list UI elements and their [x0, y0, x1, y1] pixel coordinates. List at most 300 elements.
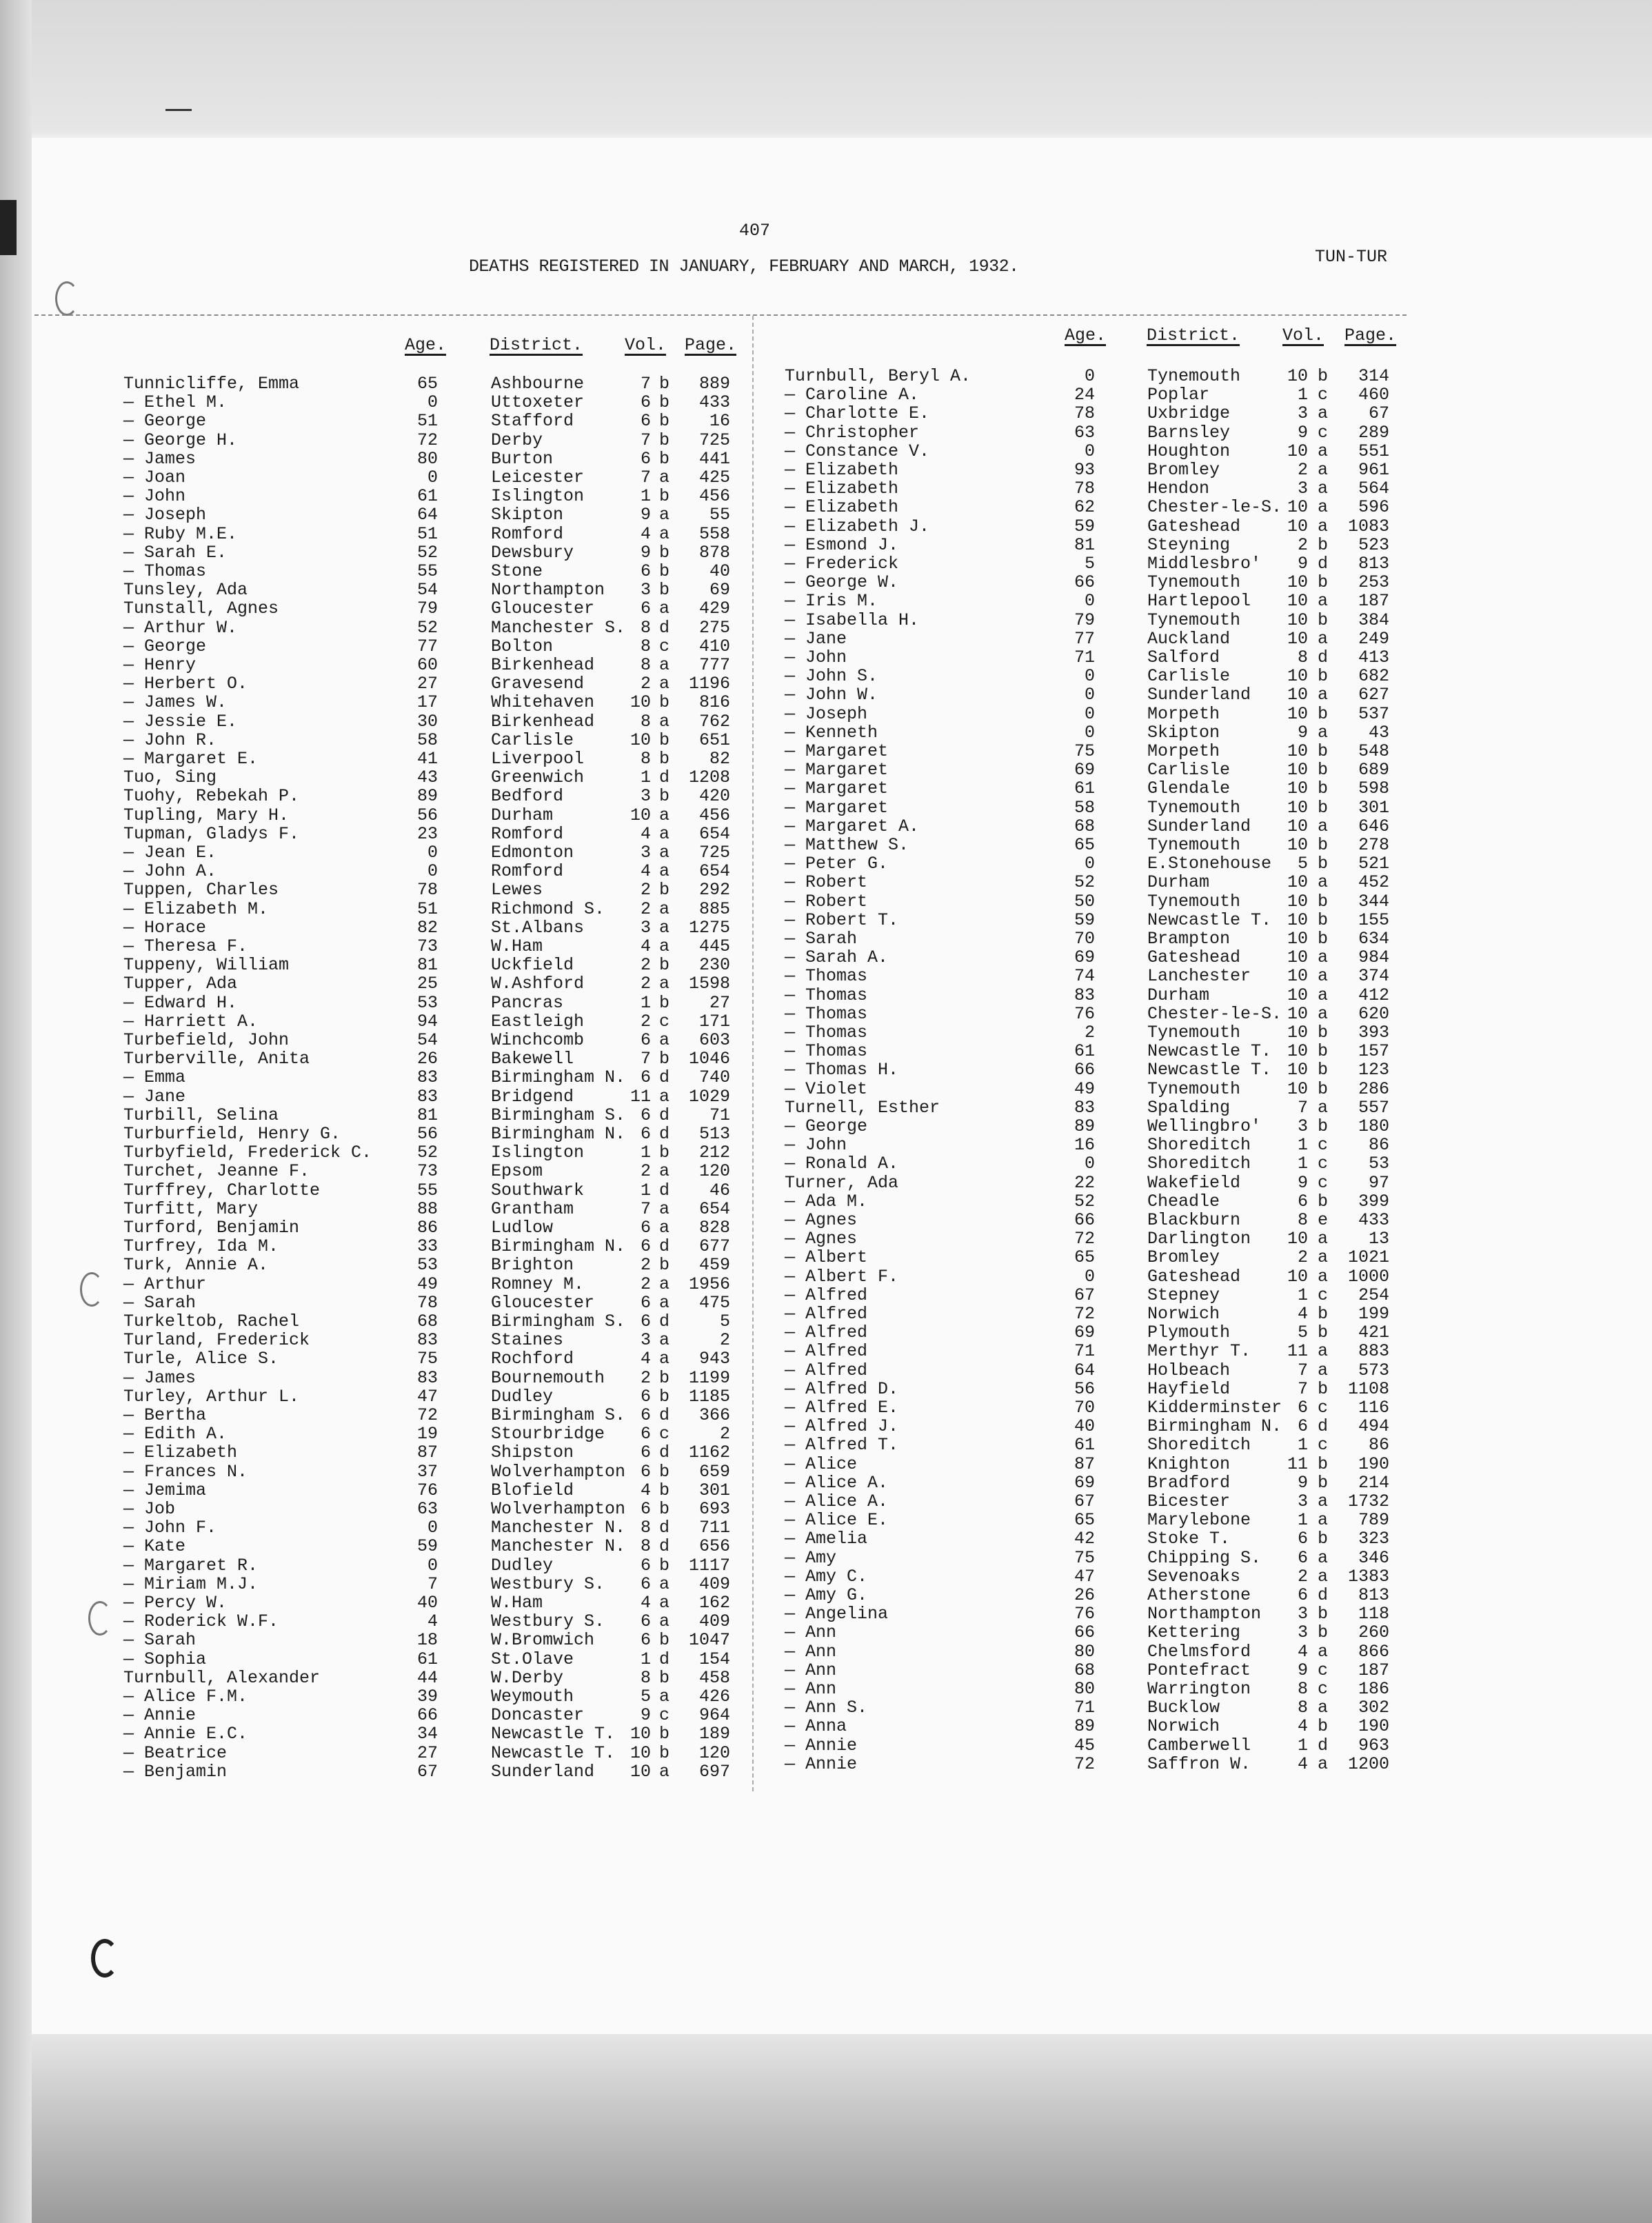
entry-age: 66 — [1074, 1060, 1095, 1080]
entry-name: — Jane — [785, 628, 847, 649]
entry-district: Sunderland — [1147, 685, 1251, 705]
entry-age: 5 — [1084, 554, 1095, 574]
entry-vol-part: b — [659, 1555, 670, 1576]
entry-vol-part: d — [1318, 1585, 1329, 1605]
entry-district: Bedford — [491, 786, 564, 807]
punch-hole-icon — [55, 281, 79, 316]
entry-page: 157 — [1358, 1041, 1389, 1062]
entry-name: — George — [123, 636, 207, 656]
entry-vol: 1 — [1297, 1735, 1308, 1756]
entry-district: Knighton — [1147, 1454, 1231, 1474]
entry-vol: 10 — [1287, 816, 1308, 836]
entry-vol: 1 — [640, 1180, 651, 1200]
entry-vol-part: a — [1318, 628, 1329, 649]
entry-name: — James — [123, 448, 197, 469]
entry-vol: 4 — [1297, 1304, 1308, 1324]
entry-page: 16 — [709, 411, 730, 432]
entry-page: 214 — [1358, 1472, 1389, 1493]
entry-age: 25 — [416, 974, 438, 994]
entry-vol: 2 — [640, 674, 651, 694]
entry-vol: 1 — [1297, 1285, 1308, 1305]
entry-age: 72 — [1074, 1304, 1095, 1324]
entry-vol-part: a — [659, 505, 670, 525]
entry-page: 374 — [1358, 966, 1389, 987]
entry-vol: 10 — [1287, 685, 1308, 705]
entry-page: 1208 — [688, 767, 730, 788]
entry-name: — George — [123, 411, 207, 432]
entry-vol: 11 — [629, 1086, 651, 1107]
entry-age: 34 — [416, 1724, 438, 1744]
entry-district: Uxbridge — [1147, 403, 1231, 424]
entry-page: 384 — [1358, 610, 1389, 630]
entry-vol-part: a — [659, 917, 670, 938]
entry-age: 0 — [1084, 703, 1095, 724]
entry-age: 24 — [1074, 385, 1095, 405]
entry-row — [0, 611, 1586, 630]
entry-page: 883 — [1358, 1341, 1389, 1362]
entry-vol-part: a — [659, 1274, 670, 1294]
entry-age: 47 — [1074, 1566, 1095, 1587]
entry-vol: 10 — [1287, 966, 1308, 987]
entry-vol-part: a — [1318, 1510, 1329, 1531]
entry-page: 564 — [1358, 479, 1389, 499]
entry-age: 75 — [1074, 741, 1095, 761]
entry-page: 523 — [1358, 534, 1389, 555]
entry-age: 50 — [1074, 891, 1095, 912]
entry-district: Barnsley — [1147, 422, 1231, 443]
entry-district: Shoreditch — [1147, 1154, 1251, 1174]
entry-vol-part: c — [1318, 385, 1329, 405]
entry-row — [0, 779, 1586, 798]
entry-row — [0, 1736, 1586, 1755]
entry-page: 789 — [1358, 1510, 1389, 1531]
entry-vol-part: b — [1318, 1041, 1329, 1062]
entry-age: 66 — [1074, 1210, 1095, 1230]
entry-district: Tynemouth — [1147, 572, 1241, 593]
entry-vol-part: a — [1318, 441, 1329, 461]
left-page-header: Page. — [685, 335, 737, 355]
entry-page: 603 — [698, 1030, 730, 1050]
entry-district: Tynemouth — [1147, 366, 1241, 386]
entry-page: 725 — [698, 430, 730, 450]
entry-page: 1185 — [688, 1386, 730, 1407]
entry-page: 711 — [698, 1518, 730, 1538]
entry-age: 81 — [416, 1105, 438, 1125]
entry-vol: 1 — [1297, 385, 1308, 405]
entry-name: — Matthew S. — [785, 835, 909, 855]
entry-age: 67 — [416, 1761, 438, 1782]
entry-vol-part: b — [1318, 703, 1329, 724]
entry-name: Turfrey, Ida M. — [123, 1236, 279, 1257]
entry-age: 55 — [416, 1180, 438, 1200]
entry-district: Weymouth — [491, 1687, 574, 1707]
entry-page: 1047 — [688, 1630, 730, 1651]
entry-district: Epsom — [491, 1161, 543, 1182]
entry-page: 961 — [1358, 460, 1389, 480]
entry-row — [0, 1154, 1586, 1173]
entry-page: 1956 — [688, 1274, 730, 1294]
entry-page: 289 — [1358, 422, 1389, 443]
entry-row — [0, 761, 1586, 779]
entry-district: Hartlepool — [1147, 591, 1251, 612]
entry-name: — Thomas — [785, 966, 868, 987]
entry-age: 83 — [1074, 985, 1095, 1005]
entry-page: 53 — [1368, 1154, 1389, 1174]
entry-age: 19 — [416, 1424, 438, 1445]
entry-age: 45 — [1074, 1735, 1095, 1756]
entry-vol-part: b — [1318, 1304, 1329, 1324]
entry-vol: 8 — [640, 1536, 651, 1557]
entry-page: 866 — [1358, 1641, 1389, 1662]
entry-district: Steyning — [1147, 534, 1231, 555]
entry-district: Dudley — [491, 1555, 554, 1576]
entry-row — [0, 423, 1586, 442]
entry-name: — Christopher — [785, 422, 920, 443]
entry-row — [0, 1098, 1586, 1117]
entry-age: 74 — [1074, 966, 1095, 987]
entry-vol-part: a — [659, 843, 670, 863]
entry-age: 69 — [1074, 1472, 1095, 1493]
entry-name: — Emma — [123, 1067, 186, 1088]
entry-vol: 10 — [1287, 778, 1308, 799]
entry-name: — Alice A. — [785, 1472, 889, 1493]
entry-vol-part: a — [659, 1593, 670, 1613]
entry-age: 77 — [416, 636, 438, 656]
entry-vol-part: c — [1318, 1285, 1329, 1305]
entry-age: 26 — [1074, 1585, 1095, 1605]
entry-age: 78 — [416, 880, 438, 901]
entry-vol: 2 — [640, 974, 651, 994]
entry-page: 116 — [1358, 1398, 1389, 1418]
entry-age: 58 — [1074, 797, 1095, 818]
entry-vol: 6 — [640, 561, 651, 581]
entry-page: 1383 — [1347, 1566, 1389, 1587]
entry-vol: 4 — [640, 823, 651, 844]
entry-district: W.Ham — [491, 936, 543, 956]
entry-page: 27 — [709, 992, 730, 1013]
entry-row — [0, 1455, 1586, 1473]
entry-vol: 7 — [640, 430, 651, 450]
entry-age: 78 — [1074, 479, 1095, 499]
entry-row — [0, 1005, 1586, 1023]
entry-age: 0 — [427, 467, 438, 487]
entry-page: 67 — [1368, 403, 1389, 424]
entry-page: 412 — [1358, 985, 1389, 1005]
entry-name: — Bertha — [123, 1405, 207, 1425]
entry-row — [0, 817, 1586, 836]
entry-district: Southwark — [491, 1180, 585, 1200]
entry-name: — Annie E.C. — [123, 1724, 248, 1744]
entry-vol-part: a — [1318, 1229, 1329, 1249]
entry-vol: 4 — [1297, 1641, 1308, 1662]
entry-age: 94 — [416, 1011, 438, 1032]
entry-page: 275 — [698, 617, 730, 638]
entry-name: Tuppen, Charles — [123, 880, 279, 901]
entry-row — [0, 1267, 1586, 1286]
entry-district: Brampton — [1147, 929, 1231, 949]
entry-district: Bromley — [1147, 460, 1220, 480]
entry-district: Carlisle — [1147, 666, 1231, 687]
entry-vol-part: b — [1318, 909, 1329, 930]
entry-vol: 3 — [1297, 1622, 1308, 1643]
entry-age: 7 — [427, 1573, 438, 1594]
entry-age: 0 — [1084, 722, 1095, 743]
entry-vol-part: a — [659, 1198, 670, 1219]
entry-name: — Margaret — [785, 797, 889, 818]
entry-row — [0, 1286, 1586, 1305]
entry-district: Grantham — [491, 1198, 574, 1219]
entry-age: 69 — [1074, 1322, 1095, 1343]
entry-name: — Thomas H. — [785, 1060, 899, 1080]
page-number: 407 — [739, 221, 771, 241]
entry-vol-part: b — [1318, 1604, 1329, 1625]
entry-district: Wolverhampton — [491, 1461, 626, 1482]
entry-name: Tuohy, Rebekah P. — [123, 786, 300, 807]
entry-vol-part: c — [659, 1011, 670, 1032]
entry-vol-part: b — [659, 749, 670, 769]
entry-page: 260 — [1358, 1622, 1389, 1643]
entry-vol: 3 — [1297, 403, 1308, 424]
entry-page: 1083 — [1347, 516, 1389, 536]
entry-district: Poplar — [1147, 385, 1210, 405]
entry-age: 75 — [1074, 1547, 1095, 1568]
entry-vol: 4 — [640, 523, 651, 544]
entry-vol-part: a — [1318, 1547, 1329, 1568]
entry-age: 0 — [1084, 591, 1095, 612]
entry-vol-part: b — [659, 1386, 670, 1407]
entry-age: 2 — [1084, 1023, 1095, 1043]
entry-vol: 9 — [1297, 554, 1308, 574]
entry-district: Merthyr T. — [1147, 1341, 1251, 1362]
entry-row — [0, 1023, 1586, 1042]
entry-vol: 10 — [1287, 1060, 1308, 1080]
entry-district: Chelmsford — [1147, 1641, 1251, 1662]
entry-age: 73 — [416, 936, 438, 956]
entry-page: 249 — [1358, 628, 1389, 649]
entry-age: 49 — [416, 1274, 438, 1294]
entry-district: Gloucester — [491, 1292, 595, 1313]
entry-row — [0, 854, 1586, 873]
entry-age: 66 — [416, 1705, 438, 1726]
entry-name: Tupman, Gladys F. — [123, 823, 300, 844]
entry-age: 72 — [416, 1405, 438, 1425]
entry-age: 71 — [1074, 1341, 1095, 1362]
entry-vol: 10 — [1287, 628, 1308, 649]
entry-page: 1000 — [1347, 1266, 1389, 1287]
entry-page: 1200 — [1347, 1753, 1389, 1774]
entry-age: 52 — [416, 542, 438, 563]
entry-page: 654 — [698, 823, 730, 844]
entry-row — [0, 685, 1586, 704]
entry-vol: 4 — [640, 1480, 651, 1500]
entry-row — [0, 1417, 1586, 1436]
entry-name: — George W. — [785, 572, 899, 593]
entry-district: Lewes — [491, 880, 543, 901]
entry-name: Turland, Frederick — [123, 1330, 310, 1351]
entry-age: 61 — [416, 1649, 438, 1669]
entry-vol: 6 — [640, 1218, 651, 1238]
entry-vol: 6 — [640, 1573, 651, 1594]
entry-district: Ludlow — [491, 1218, 554, 1238]
entry-district: St.Albans — [491, 917, 585, 938]
entry-page: 551 — [1358, 441, 1389, 461]
entry-page: 2 — [719, 1330, 730, 1351]
entry-vol: 10 — [1287, 909, 1308, 930]
entry-name: — Alfred — [785, 1322, 868, 1343]
entry-vol: 2 — [1297, 460, 1308, 480]
entry-district: Stafford — [491, 411, 574, 432]
entry-vol-part: a — [659, 974, 670, 994]
entry-district: Sevenoaks — [1147, 1566, 1241, 1587]
entry-vol-part: b — [659, 955, 670, 976]
entry-page: 302 — [1358, 1698, 1389, 1718]
entry-district: Saffron W. — [1147, 1753, 1251, 1774]
entry-page: 693 — [698, 1499, 730, 1519]
entry-row — [0, 1623, 1586, 1642]
entry-vol: 1 — [1297, 1435, 1308, 1456]
entry-name: — Alfred — [785, 1285, 868, 1305]
entry-district: Tynemouth — [1147, 1078, 1241, 1099]
entry-name: — Annie — [785, 1735, 858, 1756]
entry-vol-part: b — [659, 880, 670, 901]
entry-district: Newcastle T. — [491, 1724, 616, 1744]
entry-name: — Amy C. — [785, 1566, 868, 1587]
entry-district: Chester-le-S. — [1147, 1003, 1282, 1024]
entry-district: Durham — [1147, 985, 1210, 1005]
entry-vol: 5 — [1297, 854, 1308, 874]
entry-name: — Roderick W.F. — [123, 1611, 279, 1632]
entry-district: E.Stonehouse — [1147, 854, 1272, 874]
entry-vol-part: b — [659, 730, 670, 750]
entry-age: 65 — [1074, 1247, 1095, 1268]
entry-row — [0, 1192, 1586, 1211]
entry-vol-part: b — [659, 786, 670, 807]
entry-row — [0, 986, 1586, 1005]
entry-name: Tunnicliffe, Emma — [123, 374, 300, 394]
entry-vol: 10 — [629, 1761, 651, 1782]
entry-page: 123 — [1358, 1060, 1389, 1080]
entry-name: — Arthur — [123, 1274, 207, 1294]
entry-vol-part: b — [1318, 1116, 1329, 1136]
entry-page: 413 — [1358, 647, 1389, 667]
entry-vol: 4 — [640, 861, 651, 882]
entry-vol: 10 — [1287, 441, 1308, 461]
entry-vol: 8 — [1297, 1679, 1308, 1699]
entry-vol: 3 — [640, 917, 651, 938]
entry-page: 558 — [698, 523, 730, 544]
entry-district: Islington — [491, 1143, 585, 1163]
entry-vol-part: d — [659, 1236, 670, 1257]
entry-page: 1029 — [688, 1086, 730, 1107]
entry-row — [0, 836, 1586, 854]
entry-district: Cheadle — [1147, 1191, 1220, 1211]
entry-name: — Caroline A. — [785, 385, 920, 405]
entry-vol-part: c — [1318, 1435, 1329, 1456]
entry-page: 1108 — [1347, 1378, 1389, 1399]
entry-vol-part: d — [1318, 1735, 1329, 1756]
entry-vol: 10 — [629, 692, 651, 713]
entry-age: 22 — [1074, 1172, 1095, 1193]
entry-name: — George — [785, 1116, 868, 1136]
entry-district: Tynemouth — [1147, 797, 1241, 818]
entry-vol-part: c — [1318, 1172, 1329, 1193]
entry-name: Turburfield, Henry G. — [123, 1124, 341, 1144]
entry-vol: 6 — [640, 1611, 651, 1632]
entry-vol: 6 — [640, 1030, 651, 1050]
entry-vol: 4 — [640, 936, 651, 956]
entry-vol-part: a — [659, 898, 670, 919]
entry-row — [0, 1586, 1586, 1605]
entry-district: Gateshead — [1147, 947, 1241, 968]
entry-vol-part: b — [1318, 610, 1329, 630]
entry-vol-part: a — [1318, 497, 1329, 518]
entry-name: — Joan — [123, 467, 186, 487]
entry-vol-part: a — [659, 1161, 670, 1182]
entry-vol: 1 — [640, 767, 651, 788]
entry-vol: 10 — [1287, 572, 1308, 593]
entry-vol-part: b — [1318, 1622, 1329, 1643]
entry-district: Auckland — [1147, 628, 1231, 649]
entry-page: 86 — [1368, 1435, 1389, 1456]
entry-district: Liverpool — [491, 749, 585, 769]
entry-vol-part: b — [659, 542, 670, 563]
entry-age: 79 — [416, 598, 438, 619]
entry-vol: 6 — [640, 1105, 651, 1125]
entry-page: 278 — [1358, 835, 1389, 855]
entry-age: 76 — [1074, 1604, 1095, 1625]
entry-name: — Esmond J. — [785, 534, 899, 555]
entry-name: — John F. — [123, 1518, 217, 1538]
entry-name: — Margaret — [785, 741, 889, 761]
entry-district: Shoreditch — [1147, 1135, 1251, 1156]
entry-page: 452 — [1358, 872, 1389, 893]
entry-name: — Alfred — [785, 1341, 868, 1362]
entry-district: Romford — [491, 823, 564, 844]
entry-row — [0, 554, 1586, 573]
entry-district: Shipston — [491, 1442, 574, 1463]
entry-vol-part: a — [659, 711, 670, 732]
entry-age: 81 — [1074, 534, 1095, 555]
entry-vol-part: b — [1318, 929, 1329, 949]
entry-vol-part: b — [1318, 366, 1329, 386]
entry-district: Richmond S. — [491, 898, 605, 919]
entry-page: 548 — [1358, 741, 1389, 761]
entry-vol: 7 — [640, 374, 651, 394]
entry-district: Staines — [491, 1330, 564, 1351]
entry-district: Gravesend — [491, 674, 585, 694]
entry-name: — Peter G. — [785, 854, 889, 874]
entry-name: — Amy — [785, 1547, 837, 1568]
entry-page: 344 — [1358, 891, 1389, 912]
entry-name: Turbyfield, Frederick C. — [123, 1143, 372, 1163]
entry-name: — Frances N. — [123, 1461, 248, 1482]
entry-age: 80 — [1074, 1679, 1095, 1699]
entry-vol: 3 — [640, 580, 651, 601]
entry-vol: 3 — [640, 786, 651, 807]
entry-vol: 2 — [640, 1255, 651, 1276]
entry-name: — Job — [123, 1499, 176, 1519]
entry-vol: 6 — [640, 598, 651, 619]
entry-vol-part: b — [1318, 1472, 1329, 1493]
entry-vol: 6 — [640, 1424, 651, 1445]
entry-vol-part: b — [1318, 854, 1329, 874]
entry-vol: 10 — [1287, 703, 1308, 724]
entry-district: Middlesbro' — [1147, 554, 1262, 574]
entry-vol-part: d — [659, 1180, 670, 1200]
entry-vol: 10 — [1287, 610, 1308, 630]
entry-name: — Ruby M.E. — [123, 523, 238, 544]
entry-vol: 10 — [1287, 1266, 1308, 1287]
